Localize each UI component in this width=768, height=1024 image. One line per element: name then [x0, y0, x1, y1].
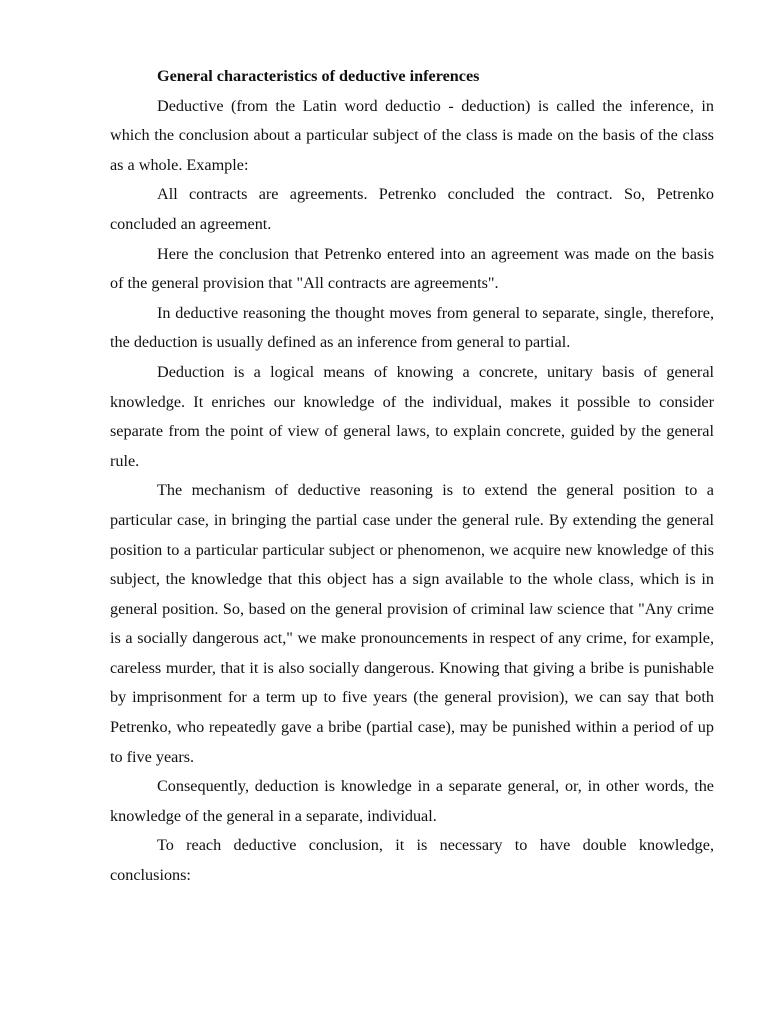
paragraph-mechanism: The mechanism of deductive reasoning is to extend the general position to a particular case, in bringing the partial case under the general rule. By extending the general position to a particular particular subject or phenomenon, we acquire new knowledge of this subject, the knowledge that this object has a sign available to the whole class, which is in general position. So, based on the general provision of criminal law science that "Any crime is a socially dangerous act," we make pronouncements in respect of any crime, for example, careless murder, that it is also socially dangerous. Knowing that giving a bribe is punishable by imprisonment for a term up to five years (the general provision), we can say that both Petrenko, who repeatedly gave a bribe (partial case), may be punished within a period of up to five years. [110, 481, 714, 766]
paragraph-reasoning: In deductive reasoning the thought moves from general to separate, single, therefore, the deduction is usually defined as an inference from general to partial. [110, 303, 714, 352]
paragraph-explanation: Here the conclusion that Petrenko entered into an agreement was made on the basis of the general provision that "All contracts are agreements". [110, 244, 714, 293]
paragraph-example: All contracts are agreements. Petrenko concluded the contract. So, Petrenko concluded an agreement. [110, 185, 714, 233]
paragraph-logical-means: Deduction is a logical means of knowing a concrete, unitary basis of general knowledge. It enriches our knowledge of the individual, makes it possible to consider separate from the point of view of general laws, to explain concrete, guided by the general rule. [110, 362, 714, 470]
section-heading: General characteristics of deductive inferences [157, 67, 480, 85]
paragraph-definition: Deductive (from the Latin word deductio - deduction) is called the inference, in which the conclusion about a particular subject of the class is made on the basis of the class as a whole. Example: [110, 96, 714, 174]
document-page [110, 62, 714, 891]
paragraph-conclusion: To reach deductive conclusion, it is necessary to have double knowledge, conclusions: [110, 836, 714, 885]
paragraph-consequently: Consequently, deduction is knowledge in a separate general, or, in other words, the knowledge of the general in a separate, individual. [110, 777, 714, 825]
